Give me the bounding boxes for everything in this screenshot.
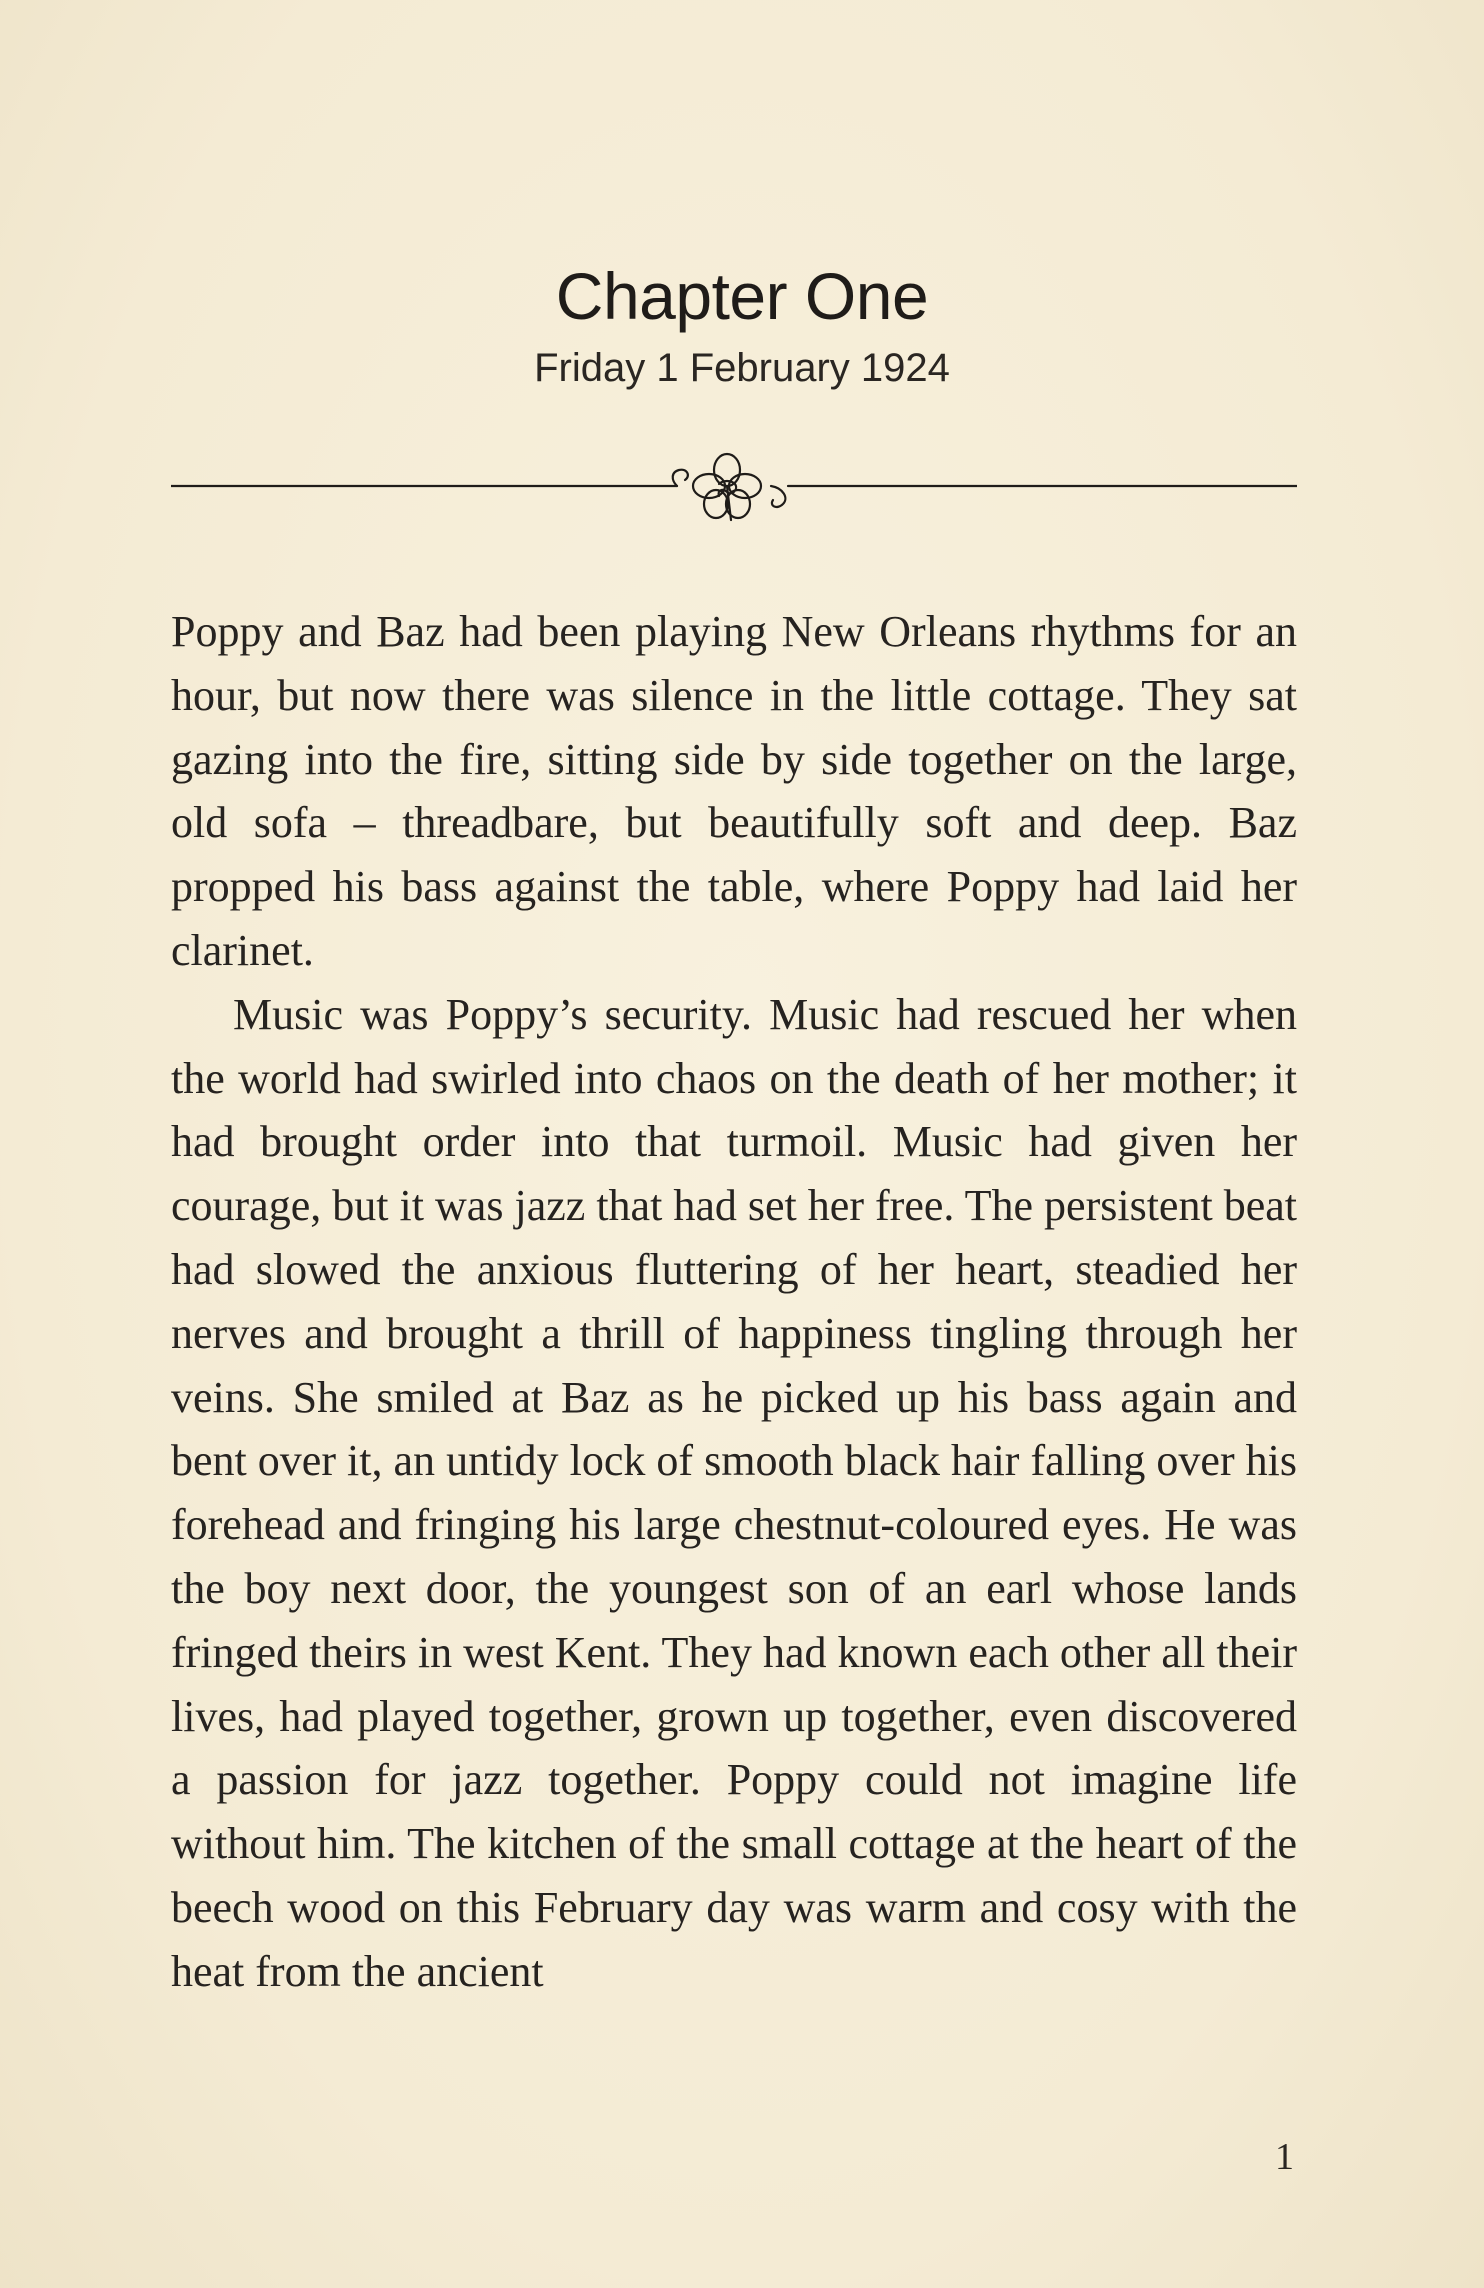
paragraph-2: Music was Poppy’s security. Music had rescued her when the world had swirled into chaos on the death of her mother; it had brought order into that turmoil. Music had given her courage, but it was jazz that had set her free. The persistent beat had slowed the anxious fluttering of her heart, steadied her nerves and brought a thrill of happiness tingling through her veins. She smiled at Baz as he picked up his bass again and bent over it, an untidy lock of smooth black hair falling over his forehead and fringing his large chestnut-coloured eyes. He was the boy next door, the youngest son of an earl whose lands fringed theirs in west Kent. They had known each other all their lives, had played together, grown up together, even discovered a passion for jazz together. Poppy could not imagine life without him. The kitchen of the small cottage at the heart of the beech wood on this February day was warm and cosy with the heat from the ancient bbox=[171, 989, 1297, 1996]
chapter-date: Friday 1 February 1924 bbox=[534, 346, 950, 390]
page-number: 1 bbox=[1275, 2136, 1294, 2178]
chapter-body bbox=[171, 600, 1297, 2004]
paragraph-1: Poppy and Baz had been playing New Orleans rhythms for an hour, but now there was silence in the little cottage. They sat gazing into the fire, sitting side by side together on the large, old sofa – threadbare, but beautifully soft and deep. Baz propped his bass against the table, where Poppy had laid her clarinet. bbox=[171, 607, 1297, 975]
chapter-title: Chapter One bbox=[555, 259, 929, 333]
floral-ornament-icon bbox=[171, 440, 1297, 530]
